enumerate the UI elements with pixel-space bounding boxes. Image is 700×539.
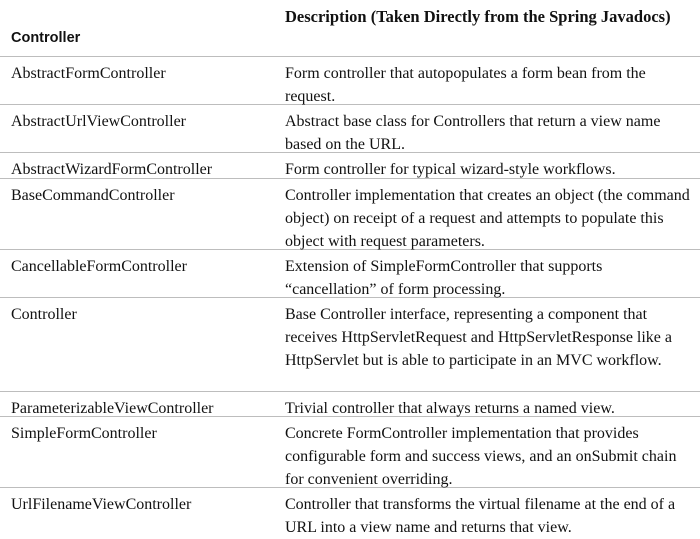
controller-name: AbstractFormController xyxy=(11,65,166,82)
controller-name: BaseCommandController xyxy=(11,187,175,204)
table-row xyxy=(0,57,700,105)
table-row xyxy=(0,105,700,153)
table-row xyxy=(0,417,700,488)
table-row xyxy=(0,298,700,392)
controller-description: Trivial controller that always returns a named view. xyxy=(285,400,615,417)
controller-description: Controller that transforms the virtual filename at the end of a URL into a view name and returns that view. xyxy=(285,496,676,536)
controller-description: Concrete FormController implementation that provides configurable form and success views, and an onSubmit chain for convenient overriding. xyxy=(285,425,677,488)
controller-name: SimpleFormController xyxy=(11,425,157,442)
controller-name: CancellableFormController xyxy=(11,258,187,275)
table-row xyxy=(0,488,700,535)
column-header-controller: Controller xyxy=(11,30,81,46)
table-row xyxy=(0,250,700,298)
controller-name: Controller xyxy=(11,306,77,323)
controller-name: AbstractUrlViewController xyxy=(11,113,186,130)
table-header xyxy=(0,0,700,57)
column-header-description: Description (Taken Directly from the Spring Javadocs) xyxy=(285,7,671,26)
table-row xyxy=(0,392,700,417)
controller-description: Base Controller interface, representing a component that receives HttpServletRequest and HttpServletResponse like a HttpServlet but is able to participate in an MVC workflow. xyxy=(285,306,673,369)
controller-name: AbstractWizardFormController xyxy=(11,161,213,178)
controller-description: Abstract base class for Controllers that return a view name based on the URL. xyxy=(285,113,661,153)
controller-name: ParameterizableViewController xyxy=(11,400,214,417)
controller-description: Controller implementation that creates an object (the command object) on receipt of a request and attempts to populate this object with request parameters. xyxy=(285,187,690,250)
table-row xyxy=(0,153,700,179)
controller-description: Form controller that autopopulates a form bean from the request. xyxy=(285,65,646,105)
controller-description: Form controller for typical wizard-style workflows. xyxy=(285,161,616,178)
controller-description: Extension of SimpleFormController that supports “cancellation” of form processing. xyxy=(285,258,603,298)
table-row xyxy=(0,179,700,250)
controller-name: UrlFilenameViewController xyxy=(11,496,192,513)
